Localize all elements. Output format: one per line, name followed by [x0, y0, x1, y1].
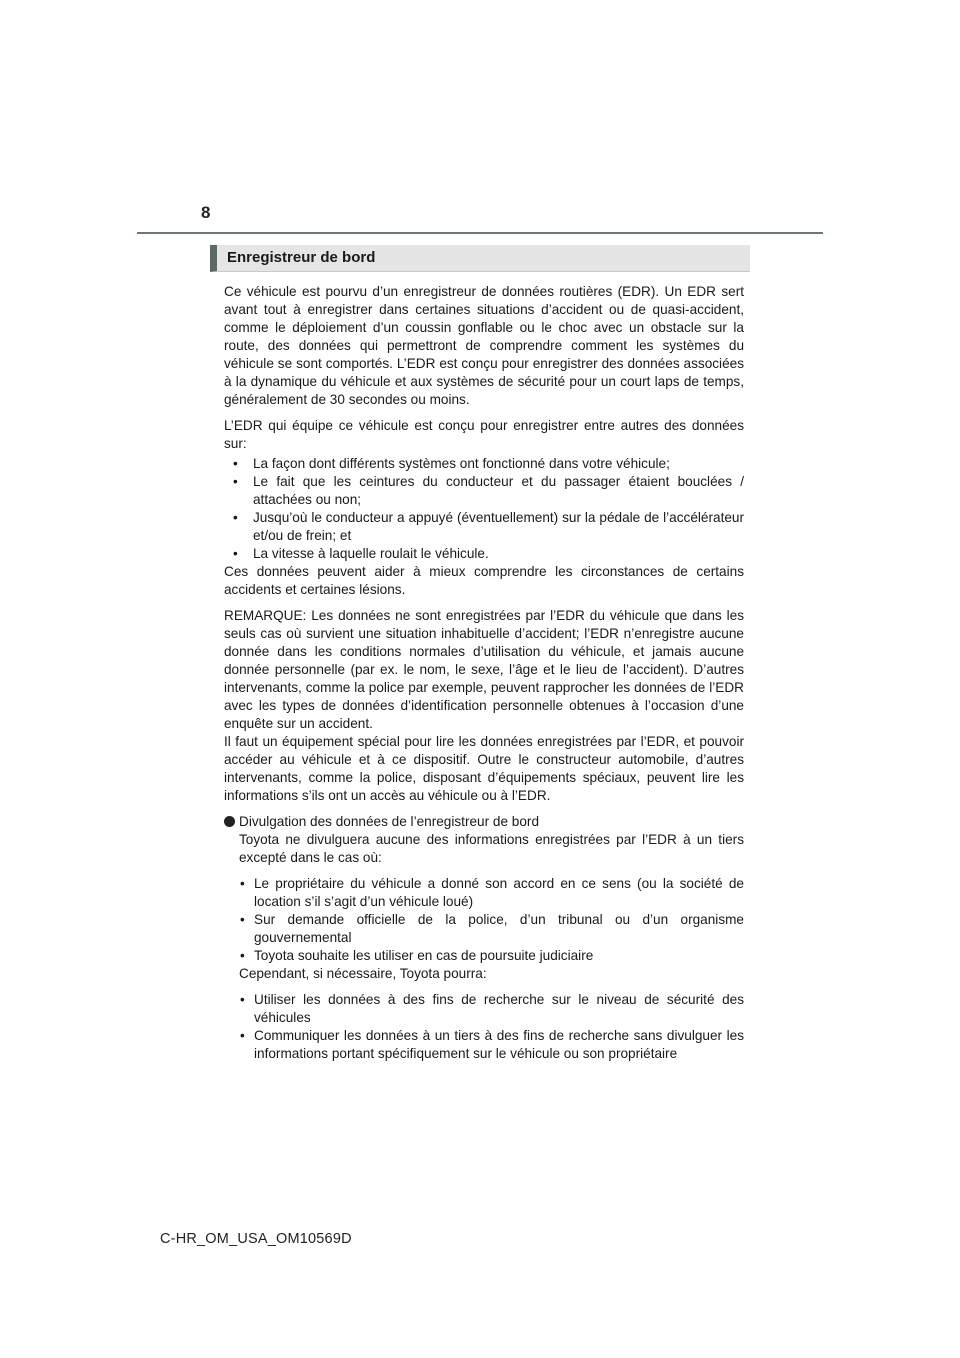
paragraph-circumstances: Ces données peuvent aider à mieux comprendre les circonstances de certains accidents et certaines lésions. — [224, 564, 744, 597]
list-item — [239, 991, 744, 1027]
footer-code: C-HR_OM_USA_OM10569D — [160, 1231, 352, 1247]
list-item-text: Toyota souhaite les utiliser en cas de poursuite judiciaire — [254, 948, 594, 963]
bullet-icon: • — [240, 1028, 245, 1043]
section-header — [210, 245, 750, 272]
paragraph-data-types: L’EDR qui équipe ce véhicule est conçu pour enregistrer entre autres des données sur: — [224, 418, 744, 451]
list-item-text: Jusqu’où le conducteur a appuyé (éventuellement) sur la pédale de l’accélérateur et/ou de frein; et — [253, 510, 744, 543]
list-item-text: Le fait que les ceintures du conducteur et du passager étaient bouclées / attachées ou non; — [253, 474, 744, 507]
disclosure-heading: Divulgation des données de l’enregistreur de bord — [239, 814, 540, 829]
bullet-icon: • — [240, 876, 245, 891]
section-title: Enregistreur de bord — [227, 249, 376, 266]
disclosure-however: Cependant, si nécessaire, Toyota pourra: — [239, 966, 487, 981]
list-item — [239, 947, 744, 965]
disclosure-cases-list — [239, 875, 744, 965]
list-item-text: Communiquer les données à un tiers à des fins de recherche sans divulguer les informations portant spécifiquement sur le véhicule ou son propriétaire — [254, 1028, 744, 1061]
list-item — [224, 545, 744, 563]
top-rule — [137, 232, 823, 234]
bullet-icon: • — [233, 456, 238, 471]
disclosure-intro: Toyota ne divulguera aucune des informations enregistrées par l’EDR à un tiers excepté dans le cas où: — [239, 832, 744, 865]
bullet-icon: • — [233, 546, 238, 561]
bullet-icon: • — [240, 948, 245, 963]
list-item — [224, 455, 744, 473]
page-number: 8 — [201, 203, 211, 222]
list-item — [239, 1027, 744, 1063]
list-item-text: La vitesse à laquelle roulait le véhicule. — [253, 546, 489, 561]
circle-bullet-icon — [224, 816, 235, 827]
paragraph-remark: REMARQUE: Les données ne sont enregistrées par l’EDR du véhicule que dans les seuls cas où survient une situation inhabituelle d’accident; l’EDR n’enregistre aucune donnée dans les conditions normales d’utilisation du véhicule, et jamais aucune donnée personnelle (par ex. le nom, le sexe, l’âge et le lieu de l’accident). D’autres intervenants, comme la police par exemple, peuvent rapprocher les données de l’EDR avec les types de données d’identification personnelle obtenues à l’occasion d’une enquête sur un accident. — [224, 608, 744, 731]
list-item — [239, 911, 744, 947]
bullet-icon: • — [233, 510, 238, 525]
paragraph-special-equipment: Il faut un équipement spécial pour lire les données enregistrées par l’EDR, et pouvoir accéder au véhicule et à ce dispositif. Outre le constructeur automobile, d’autres intervenants, comme la police, disposant d’équipements spéciaux, peuvent lire les informations s’ils ont un accès au véhicule ou à l’EDR. — [224, 734, 744, 803]
list-item-text: Le propriétaire du véhicule a donné son accord en ce sens (ou la société de location s’il s’agit d’un véhicule loué) — [254, 876, 744, 909]
bullet-icon: • — [240, 992, 245, 1007]
list-item — [224, 473, 744, 509]
list-item-text: Sur demande officielle de la police, d’un tribunal ou d’un organisme gouvernemental — [254, 912, 744, 945]
content — [224, 283, 744, 1063]
disclosure-section — [224, 813, 744, 1063]
list-item-text: Utiliser les données à des fins de recherche sur le niveau de sécurité des véhicules — [254, 992, 744, 1025]
toyota-uses-list — [239, 991, 744, 1063]
data-types-list — [224, 455, 744, 563]
list-item — [239, 875, 744, 911]
bullet-icon: • — [233, 474, 238, 489]
list-item-text: La façon dont différents systèmes ont fonctionné dans votre véhicule; — [253, 456, 670, 471]
bullet-icon: • — [240, 912, 245, 927]
list-item — [224, 509, 744, 545]
paragraph-intro: Ce véhicule est pourvu d’un enregistreur de données routières (EDR). Un EDR sert avant tout à enregistrer dans certaines situations d’accident ou de quasi-accident, comme le déploiement d’un coussin gonflable ou le choc avec un obstacle sur la route, des données qui permettront de comprendre comment les systèmes du véhicule se sont comportés. L’EDR est conçu pour enregistrer des données associées à la dynamique du véhicule et aux systèmes de sécurité pour un court laps de temps, généralement de 30 secondes ou moins. — [224, 284, 744, 407]
